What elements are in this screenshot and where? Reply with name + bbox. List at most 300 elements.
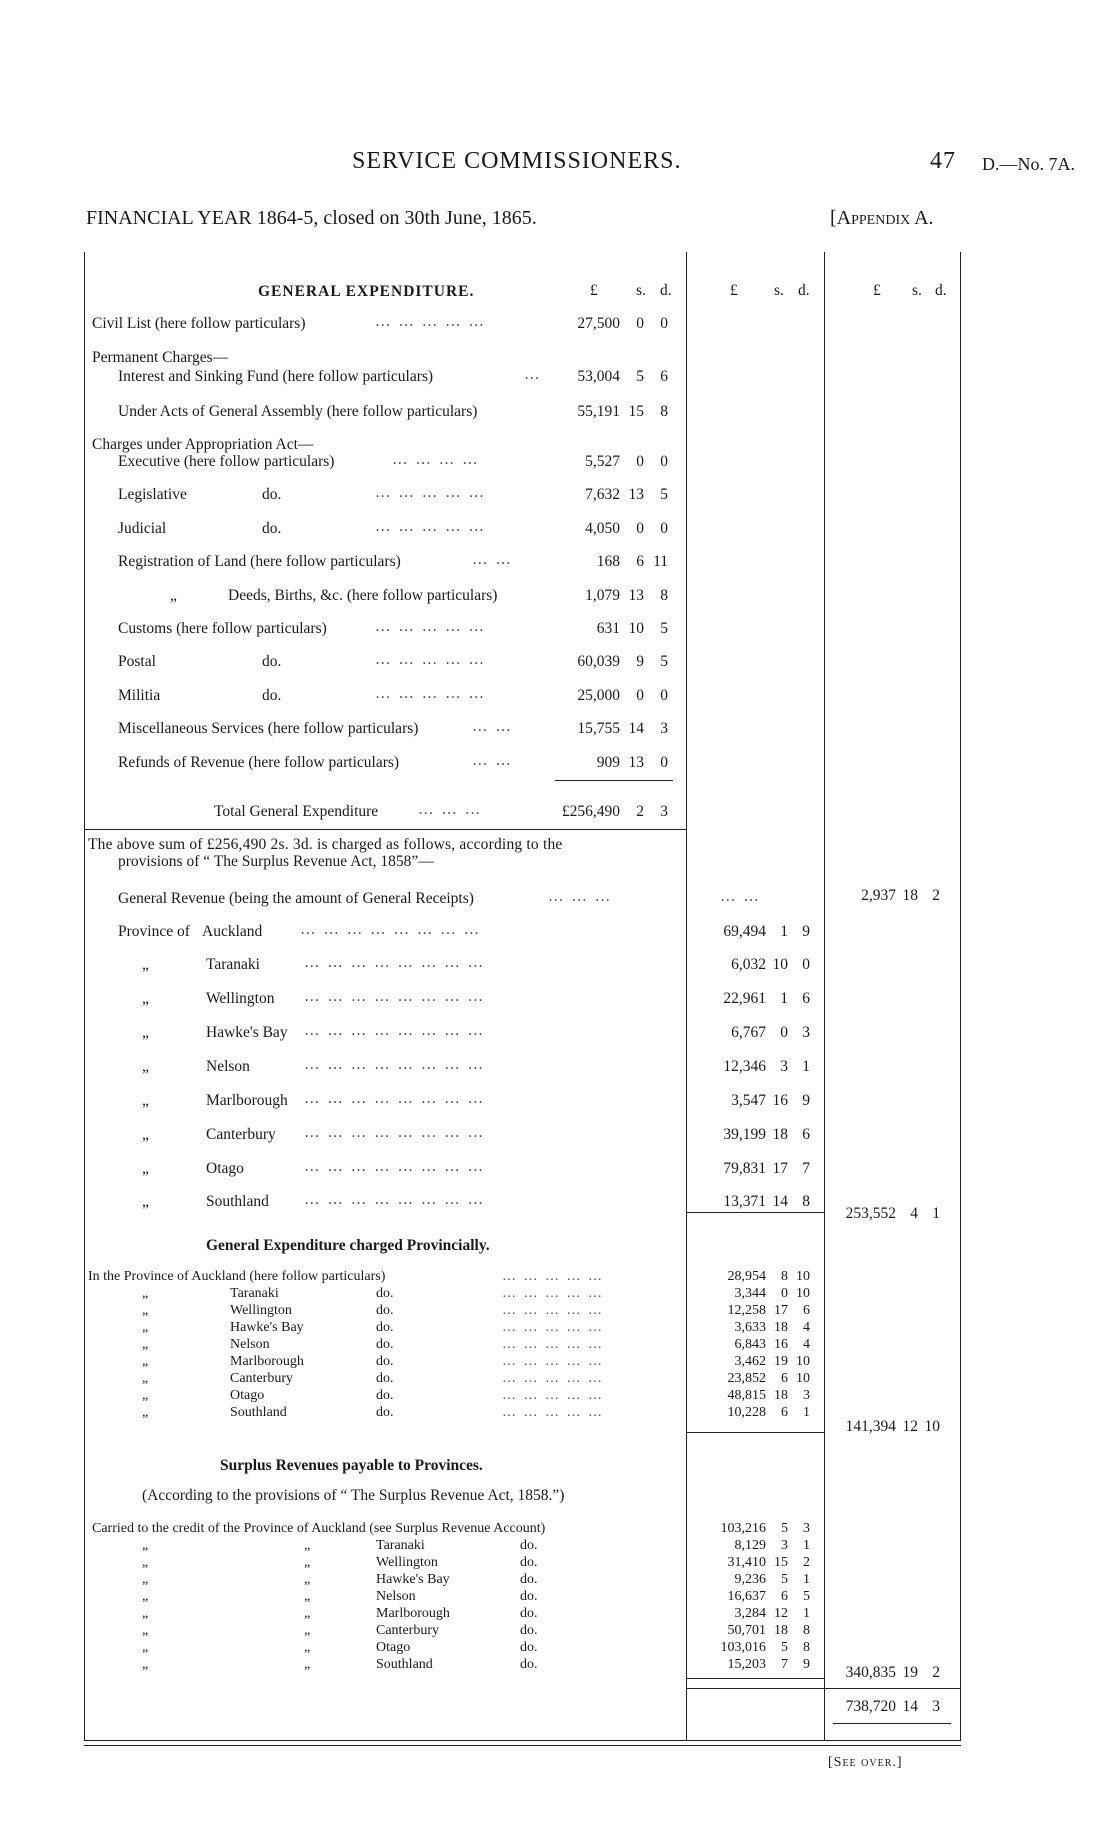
province-pence: 9 [802,923,810,940]
surplus-pence: 5 [803,1589,810,1604]
col2-pound-header: £ [730,282,738,299]
col3-pound-header: £ [873,282,881,299]
province-pence: 9 [802,1092,810,1109]
leader-dots: … … … … … … … … [304,1056,486,1073]
leader-dots: … … … … … [375,618,486,635]
province-pounds: 22,961 [723,990,766,1007]
provincial-shillings: 19 [774,1354,788,1369]
surplus-subtotal-pence: 2 [932,1664,940,1681]
province-name: Hawke's Bay [206,1024,288,1041]
ditto-mark: „ [142,1572,149,1587]
provincial-pounds: 48,815 [727,1388,766,1403]
customs-pounds: 631 [596,620,620,637]
provincial-pence: 1 [803,1405,810,1420]
ditto-mark: „ [142,1623,149,1638]
grand-total-pounds: 738,720 [845,1698,896,1715]
grand-total-underline [833,1723,951,1724]
surplus-shillings: 6 [781,1589,788,1604]
postal-shillings: 9 [636,653,644,670]
ditto-do: do. [520,1538,538,1553]
province-name: Canterbury [230,1371,293,1386]
province-name: Marlborough [206,1092,288,1109]
section-rule [84,829,687,830]
militia-shillings: 0 [636,687,644,704]
ditto-mark: „ [304,1640,311,1655]
permanent-charges-label: Permanent Charges— [92,349,229,366]
acts-pence: 8 [660,403,668,420]
surplus-pence: 1 [803,1572,810,1587]
ditto-do: do. [376,1286,394,1301]
provincial-pence: 10 [796,1354,810,1369]
provincial-first-label: In the Province of Auckland (here follow particulars) [88,1269,386,1284]
surplus-shillings: 15 [774,1555,788,1570]
surplus-pence: 9 [803,1657,810,1672]
provincial-auckland-shillings: 8 [781,1269,788,1284]
provincial-shillings: 0 [781,1286,788,1301]
province-name: Southland [230,1405,287,1420]
provincial-shillings: 16 [774,1337,788,1352]
leader-dots: … … … … … … … … [304,954,486,971]
ditto-do: do. [520,1555,538,1570]
acts-assembly-label: Under Acts of General Assembly (here follow particulars) [118,403,478,420]
ditto-mark: „ [142,1606,149,1621]
leader-dots: … … [472,752,513,769]
ditto-mark: „ [142,1193,149,1210]
leader-dots: … … [472,718,513,735]
col2-pence-header: d. [798,282,810,299]
province-name: Canterbury [376,1623,439,1638]
surplus-pounds: 8,129 [734,1538,766,1553]
province-name: Wellington [206,990,275,1007]
ditto-mark: „ [304,1606,311,1621]
province-name: Hawke's Bay [230,1320,304,1335]
legislative-pounds: 7,632 [585,486,620,503]
civil-list-pence: 0 [660,315,668,332]
surplus-shillings: 3 [781,1538,788,1553]
leader-dots: … … … … … … … … [300,921,482,938]
ditto-do: do. [520,1623,538,1638]
ditto-mark: „ [142,1555,149,1570]
leader-dots: … … … … … … … … [304,1022,486,1039]
province-shillings: 14 [772,1193,788,1210]
misc-services-label: Miscellaneous Services (here follow particulars) [118,720,419,737]
ditto-do: do. [520,1657,538,1672]
province-shillings: 0 [780,1024,788,1041]
executive-pounds: 5,527 [585,453,620,470]
ditto-mark: „ [142,1657,149,1672]
appendix-label: [Appendix A. [830,207,934,229]
surplus-pounds: 103,016 [720,1640,766,1655]
legislative-pence: 5 [660,486,668,503]
province-pounds: 6,032 [731,956,766,973]
leader-dots: … … … … … [502,1354,604,1369]
surplus-pence: 2 [803,1555,810,1570]
leader-dots: … … … … … [502,1371,604,1386]
provincial-pounds: 3,633 [734,1320,766,1335]
ditto-mark: „ [304,1623,311,1638]
table-right-border [960,252,961,1740]
ditto-mark: „ [142,1337,149,1352]
total-rule [555,780,673,781]
provincial-pounds: 23,852 [727,1371,766,1386]
leader-dots: … … … … … [502,1286,604,1301]
total-pence: 3 [660,803,668,820]
deeds-pence: 8 [660,587,668,604]
page-title: SERVICE COMMISSIONERS. [352,148,682,174]
leader-dots: … … … … … [502,1269,604,1284]
province-pence: 8 [802,1193,810,1210]
provincial-shillings: 18 [774,1320,788,1335]
province-shillings: 1 [780,923,788,940]
provincial-pounds: 12,258 [727,1303,766,1318]
leader-dots: … … … … … … … … [304,988,486,1005]
ditto-mark: „ [304,1589,311,1604]
province-pence: 7 [802,1160,810,1177]
surplus-shillings: 18 [774,1623,788,1638]
civil-list-pounds: 27,500 [577,315,620,332]
general-revenue-shillings: 18 [902,887,918,904]
col3-pence-header: d. [935,282,947,299]
ditto-mark: „ [142,1354,149,1369]
ditto-mark: „ [142,1405,149,1420]
leader-dots: … … … … … … … … [304,1124,486,1141]
surplus-pounds: 16,637 [727,1589,766,1604]
ditto-mark: „ [142,1538,149,1553]
provincial-pence: 10 [796,1371,810,1386]
misc-pounds: 15,755 [577,720,620,737]
leader-dots: … … … … … [502,1405,604,1420]
leader-dots: … … … … … … … … [304,1191,486,1208]
surplus-subtotal-pounds: 340,835 [845,1664,896,1681]
ditto-do: do. [376,1354,394,1369]
executive-label: Executive (here follow particulars) [118,453,335,470]
charged-intro-line1: The above sum of £256,490 2s. 3d. is charged as follows, according to the [88,836,563,853]
table-divider-2 [824,252,825,1740]
general-revenue-pence: 2 [932,887,940,904]
province-name: Otago [376,1640,411,1655]
surplus-pounds: 15,203 [727,1657,766,1672]
leader-dots: … … … … … [375,651,486,668]
ditto-mark: „ [142,1388,149,1403]
ditto-mark: „ [142,1024,149,1041]
ditto-do: do. [376,1371,394,1386]
surplus-first-label: Carried to the credit of the Province of Auckland (see Surplus Revenue Account) [92,1521,546,1536]
leader-dots: … … … … … [502,1388,604,1403]
leader-dots: … … … … … [502,1320,604,1335]
province-pence: 0 [802,956,810,973]
militia-pounds: 25,000 [577,687,620,704]
provincial-subtotal-pounds: 141,394 [845,1418,896,1435]
province-name: Southland [376,1657,433,1672]
province-name: Hawke's Bay [376,1572,450,1587]
province-subtotal-pence: 1 [932,1205,940,1222]
deeds-shillings: 13 [628,587,644,604]
surplus-pounds: 9,236 [734,1572,766,1587]
province-pence: 3 [802,1024,810,1041]
surplus-pounds: 31,410 [727,1555,766,1570]
province-subtotal-shillings: 4 [910,1205,918,1222]
legislative-ditto: do. [262,486,282,503]
ditto-do: do. [520,1572,538,1587]
land-shillings: 6 [636,553,644,570]
judicial-pounds: 4,050 [585,520,620,537]
financial-year-subtitle: FINANCIAL YEAR 1864-5, closed on 30th June, 1865. [86,207,537,229]
total-pounds: £256,490 [561,803,620,820]
ditto-do: do. [520,1606,538,1621]
ditto-mark: „ [142,1160,149,1177]
see-over-footer: [See over.] [828,1755,903,1770]
land-registration-label: Registration of Land (here follow particulars) [118,553,401,570]
postal-pence: 5 [660,653,668,670]
surplus-pence: 1 [803,1538,810,1553]
province-name: Auckland [202,923,263,940]
province-pounds: 3,547 [731,1092,766,1109]
charged-intro-line2: provisions of “ The Surplus Revenue Act, 1858”— [118,853,434,870]
ditto-mark: „ [142,1126,149,1143]
ditto-do: do. [376,1320,394,1335]
ditto-mark: „ [142,990,149,1007]
interest-shillings: 5 [636,368,644,385]
land-pounds: 168 [596,553,620,570]
misc-pence: 3 [660,720,668,737]
interest-sinking-label: Interest and Sinking Fund (here follow particulars) [118,368,434,385]
judicial-label: Judicial [118,520,167,537]
province-pounds: 13,371 [723,1193,766,1210]
total-expenditure-label: Total General Expenditure [214,803,379,820]
col3-shilling-header: s. [912,282,922,299]
province-name: Taranaki [230,1286,279,1301]
provincial-shillings: 6 [781,1371,788,1386]
customs-label: Customs (here follow particulars) [118,620,327,637]
surplus-pounds: 50,701 [727,1623,766,1638]
militia-label: Militia [118,687,161,704]
leader-dots: … … … … … [375,313,486,330]
ditto-do: do. [376,1388,394,1403]
ditto-mark: „ [304,1538,311,1553]
leader-dots: … … … … [392,451,480,468]
ditto-mark: „ [142,956,149,973]
customs-pence: 5 [660,620,668,637]
ditto-do: do. [376,1303,394,1318]
leader-dots: … … … [548,888,613,905]
leader-dots: … [524,366,542,383]
refunds-shillings: 13 [628,754,644,771]
table-bottom-rule [84,1745,961,1746]
civil-list-label: Civil List (here follow particulars) [92,315,306,332]
ditto-mark: „ [142,1058,149,1075]
judicial-ditto: do. [262,520,282,537]
leader-dots: … … [472,551,513,568]
leader-dots: … … … … … [375,484,486,501]
province-name: Otago [206,1160,244,1177]
grand-total-shillings: 14 [902,1698,918,1715]
ditto-mark: „ [304,1555,311,1570]
ditto-mark: „ [142,1640,149,1655]
province-name: Nelson [206,1058,250,1075]
province-name: Marlborough [230,1354,304,1369]
province-name: Canterbury [206,1126,276,1143]
refunds-pounds: 909 [596,754,620,771]
surplus-shillings: 12 [774,1606,788,1621]
postal-ditto: do. [262,653,282,670]
provincial-auckland-pounds: 28,954 [727,1269,766,1284]
customs-shillings: 10 [628,620,644,637]
provincial-pounds: 3,344 [734,1286,766,1301]
provincial-shillings: 6 [781,1405,788,1420]
col1-pound-header: £ [590,282,598,299]
province-name: Taranaki [206,956,260,973]
provincial-auckland-pence: 10 [796,1269,810,1284]
provincial-pounds: 3,462 [734,1354,766,1369]
province-pounds: 69,494 [723,923,766,940]
leader-dots: … … … … … [502,1303,604,1318]
ditto-do: do. [520,1589,538,1604]
province-name: Nelson [376,1589,416,1604]
province-name: Wellington [376,1555,438,1570]
judicial-shillings: 0 [636,520,644,537]
interest-pence: 6 [660,368,668,385]
refunds-label: Refunds of Revenue (here follow particulars) [118,754,400,771]
province-name: Wellington [230,1303,292,1318]
provincial-shillings: 17 [774,1303,788,1318]
grand-total-pence: 3 [932,1698,940,1715]
surplus-subheading: (According to the provisions of “ The Surplus Revenue Act, 1858.”) [142,1487,565,1504]
province-subtotal-pounds: 253,552 [845,1205,896,1222]
page-number: 47 [930,148,956,174]
leader-dots: … … … … … … … … [304,1158,486,1175]
ditto-do: do. [376,1337,394,1352]
provincial-pounds: 10,228 [727,1405,766,1420]
surplus-auckland-shillings: 5 [781,1521,788,1536]
acts-shillings: 15 [628,403,644,420]
province-pounds: 79,831 [723,1160,766,1177]
postal-pounds: 60,039 [577,653,620,670]
province-name: Southland [206,1193,269,1210]
executive-pence: 0 [660,453,668,470]
militia-pence: 0 [660,687,668,704]
leader-dots: … … [720,888,761,905]
provincial-shillings: 18 [774,1388,788,1403]
document-reference: D.—No. 7A. [982,154,1075,174]
ditto-mark: „ [142,1286,149,1301]
surplus-subtotal-shillings: 19 [902,1664,918,1681]
deeds-label: Deeds, Births, &c. (here follow particulars) [228,587,498,604]
ditto-do: do. [520,1640,538,1655]
provincial-pence: 10 [796,1286,810,1301]
ditto-mark: „ [142,1092,149,1109]
province-name: Nelson [230,1337,270,1352]
provincial-pence: 3 [803,1388,810,1403]
provincial-subtotal-shillings: 12 [902,1418,918,1435]
province-pounds: 6,767 [731,1024,766,1041]
leader-dots: … … … … … [502,1337,604,1352]
leader-dots: … … … [418,801,483,818]
ditto-mark: „ [170,587,177,604]
surplus-shillings: 5 [781,1572,788,1587]
surplus-shillings: 7 [781,1657,788,1672]
surplus-auckland-pence: 3 [803,1521,810,1536]
misc-shillings: 14 [628,720,644,737]
table-left-border [84,252,85,1740]
surplus-pence: 8 [803,1623,810,1638]
province-name: Otago [230,1388,265,1403]
subtotal-rule [686,1212,824,1213]
surplus-pence: 1 [803,1606,810,1621]
interest-pounds: 53,004 [577,368,620,385]
postal-label: Postal [118,653,156,670]
ditto-mark: „ [142,1371,149,1386]
province-shillings: 3 [780,1058,788,1075]
subtotal-rule [686,1432,824,1433]
provincial-pence: 4 [803,1320,810,1335]
provincial-pounds: 6,843 [734,1337,766,1352]
surplus-pounds: 3,284 [734,1606,766,1621]
provincial-pence: 4 [803,1337,810,1352]
ditto-mark: „ [304,1657,311,1672]
leader-dots: … … … … … … … … [304,1090,486,1107]
province-pence: 6 [802,1126,810,1143]
subtotal-rule [686,1678,824,1679]
land-pence: 11 [653,553,668,570]
leader-dots: … … … … … [375,685,486,702]
deeds-pounds: 1,079 [585,587,620,604]
col2-shilling-header: s. [774,282,784,299]
province-shillings: 10 [772,956,788,973]
appropriation-label: Charges under Appropriation Act— [92,436,314,453]
province-name: Marlborough [376,1606,450,1621]
ditto-mark: „ [142,1320,149,1335]
province-shillings: 16 [772,1092,788,1109]
province-name: Taranaki [376,1538,425,1553]
ditto-mark: „ [142,1303,149,1318]
table-divider-1 [686,252,687,1740]
table-bottom-border [84,1740,961,1741]
provincial-subtotal-pence: 10 [924,1418,940,1435]
leader-dots: … … … … … [375,518,486,535]
province-of-label: Province of [118,923,190,940]
col1-pence-header: d. [660,282,672,299]
ditto-mark: „ [304,1572,311,1587]
judicial-pence: 0 [660,520,668,537]
ditto-do: do. [376,1405,394,1420]
surplus-auckland-pounds: 103,216 [720,1521,766,1536]
civil-list-shillings: 0 [636,315,644,332]
legislative-label: Legislative [118,486,187,503]
grand-total-rule-col3 [833,1688,951,1689]
province-pence: 6 [802,990,810,1007]
province-shillings: 17 [772,1160,788,1177]
col1-shilling-header: s. [636,282,646,299]
total-shillings: 2 [636,803,644,820]
surplus-pence: 8 [803,1640,810,1655]
province-pounds: 12,346 [723,1058,766,1075]
refunds-pence: 0 [660,754,668,771]
general-revenue-label: General Revenue (being the amount of General Receipts) [118,890,474,907]
acts-pounds: 55,191 [577,403,620,420]
legislative-shillings: 13 [628,486,644,503]
general-expenditure-heading: GENERAL EXPENDITURE. [258,283,475,300]
ditto-mark: „ [142,1589,149,1604]
province-pence: 1 [802,1058,810,1075]
militia-ditto: do. [262,687,282,704]
province-pounds: 39,199 [723,1126,766,1143]
province-shillings: 1 [780,990,788,1007]
provincial-heading: General Expenditure charged Provincially. [206,1237,490,1254]
surplus-shillings: 5 [781,1640,788,1655]
province-shillings: 18 [772,1126,788,1143]
provincial-pence: 6 [803,1303,810,1318]
executive-shillings: 0 [636,453,644,470]
